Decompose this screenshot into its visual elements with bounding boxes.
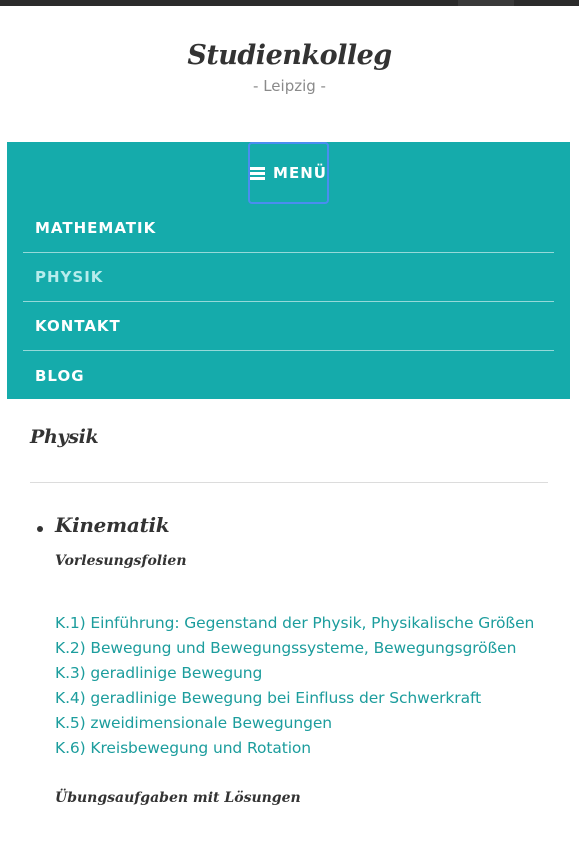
nav-menu bbox=[23, 204, 554, 400]
slides-link-list bbox=[55, 611, 548, 761]
top-bar-segment bbox=[458, 0, 514, 6]
nav-item-mathematik[interactable]: MATHEMATIK bbox=[23, 204, 554, 253]
slide-link-k4[interactable]: K.4) geradlinige Bewegung bei Einfluss der Schwerkraft bbox=[55, 689, 482, 707]
slide-link-k2[interactable]: K.2) Bewegung und Bewegungssysteme, Bewegungsgrößen bbox=[55, 639, 517, 657]
nav-item-kontakt[interactable]: KONTAKT bbox=[23, 302, 554, 351]
kinematik-section bbox=[30, 513, 548, 806]
site-description: - Leipzig - bbox=[253, 77, 326, 95]
slide-link-k3[interactable]: K.3) geradlinige Bewegung bbox=[55, 664, 263, 682]
main-navigation bbox=[7, 142, 570, 399]
menu-toggle-button[interactable] bbox=[248, 142, 329, 204]
slide-link-k6[interactable]: K.6) Kreisbewegung und Rotation bbox=[55, 739, 312, 757]
nav-item-blog[interactable]: BLOG bbox=[35, 366, 85, 385]
exercises-heading: Übungsaufgaben mit Lösungen bbox=[55, 790, 301, 806]
hamburger-icon bbox=[250, 167, 265, 179]
divider bbox=[30, 482, 548, 483]
slides-heading: Vorlesungsfolien bbox=[55, 553, 187, 569]
slide-link-k1[interactable]: K.1) Einführung: Gegenstand der Physik, Physikalische Größen bbox=[55, 614, 535, 632]
top-bar bbox=[0, 0, 579, 6]
site-header bbox=[0, 40, 579, 95]
section-title: Kinematik bbox=[55, 513, 170, 537]
menu-toggle-label: MENÜ bbox=[273, 164, 327, 182]
nav-item-physik[interactable]: PHYSIK bbox=[23, 253, 554, 302]
list-bullet bbox=[37, 526, 43, 532]
slide-link-k5[interactable]: K.5) zweidimensionale Bewegungen bbox=[55, 714, 333, 732]
page-title: Physik bbox=[30, 426, 99, 448]
site-title[interactable]: Studienkolleg bbox=[187, 40, 392, 71]
main-content bbox=[30, 400, 548, 806]
